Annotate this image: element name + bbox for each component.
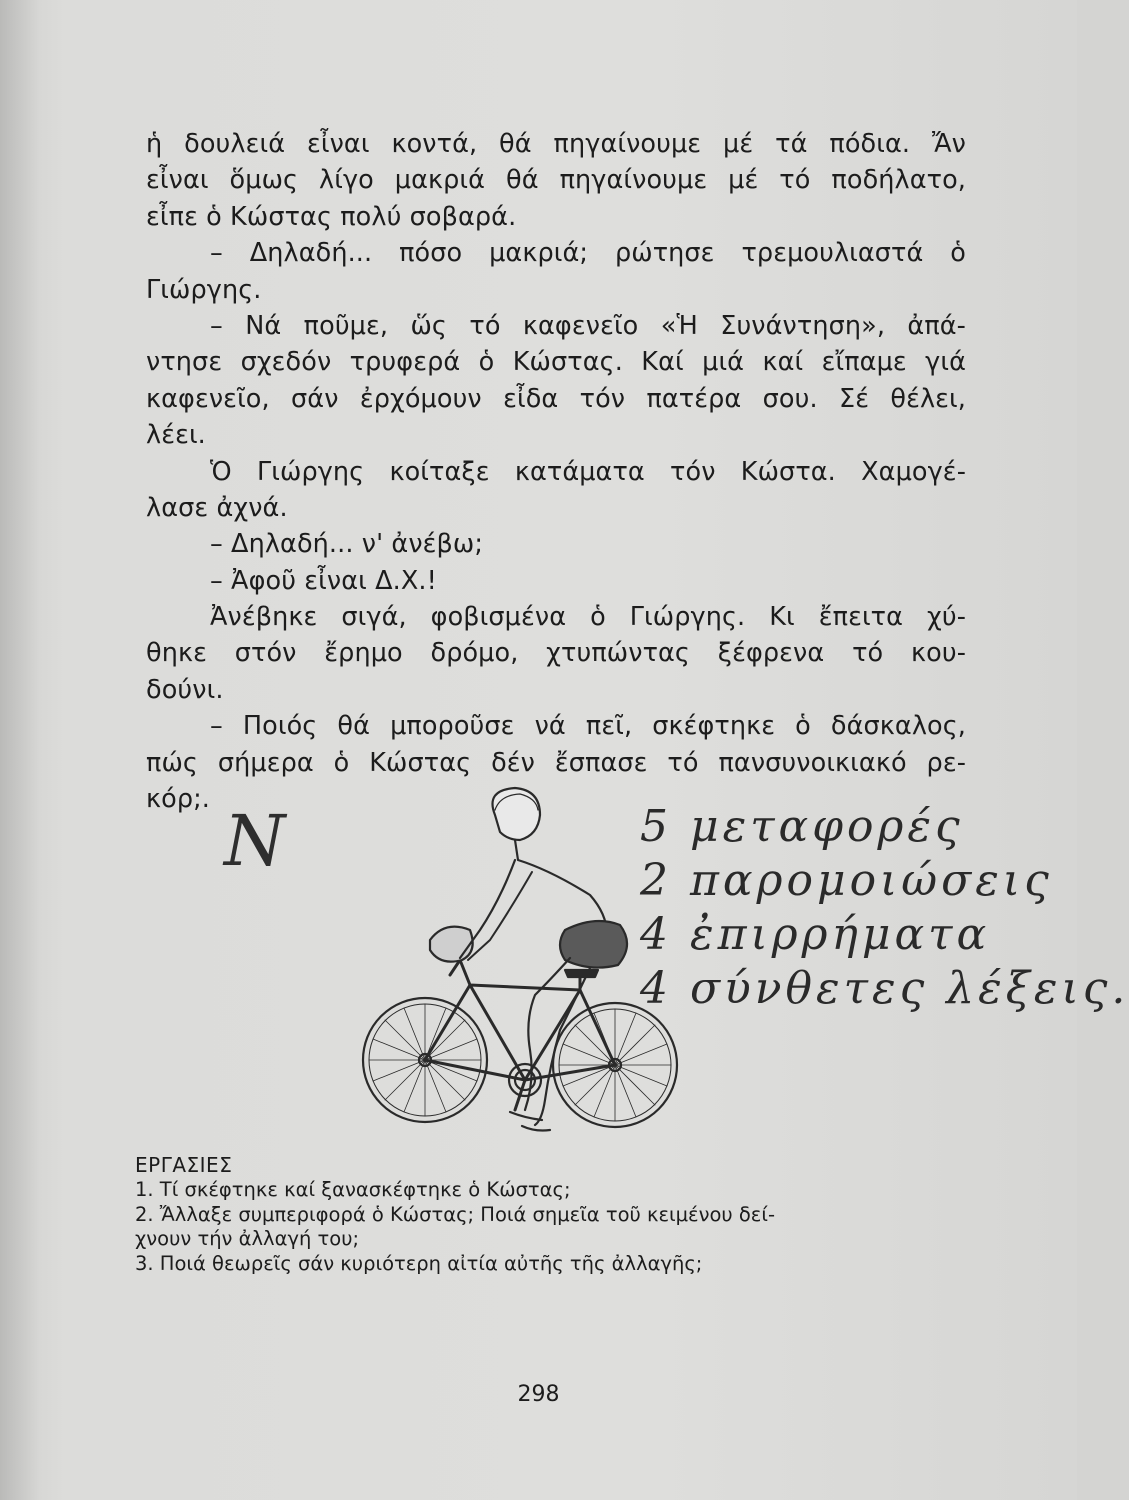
text-line: Ὁ Γιώργης κοίταξε κατάματα τόν Κώστα. Χαμογέ-: [210, 456, 966, 487]
rider: [493, 788, 541, 840]
text-line: λασε ἀχνά.: [146, 492, 288, 523]
exercise-item: 1. Τί σκέφτηκε καί ξανασκέφτηκε ὁ Κώστας;: [135, 1178, 571, 1201]
spine-shadow: [0, 0, 40, 1500]
text-line: κόρ;.: [146, 784, 211, 815]
text-line: – Δηλαδή... ν' ἀνέβω;: [210, 529, 484, 560]
text-line: – Νά ποῦμε, ὥς τό καφενεῖο «Ἡ Συνάντηση», ἀπά-: [210, 310, 966, 341]
handwritten-line: 4 σύνθετες λέξεις.: [640, 963, 1129, 1014]
text-line: ντησε σχεδόν τρυφερά ὁ Κώστας. Καί μιά καί εἴπαμε γιά: [146, 347, 966, 378]
handwritten-mark: N: [224, 800, 286, 882]
text-line: εἶναι ὅμως λίγο μακριά θά πηγαίνουμε μέ τό ποδήλατο,: [146, 165, 966, 196]
text-line: δούνι.: [146, 674, 224, 705]
text-line: πώς σήμερα ὁ Κώστας δέν ἔσπασε τό πανσυνοικιακό ρε-: [146, 747, 966, 778]
text-line: Ἀνέβηκε σιγά, φοβισμένα ὁ Γιώργης. Κι ἔπειτα χύ-: [210, 602, 966, 633]
page-number: 298: [517, 1382, 560, 1407]
exercise-item: 2. Ἄλλαξε συμπεριφορά ὁ Κώστας; Ποιά σημεῖα τοῦ κειμένου δεί-: [135, 1202, 775, 1226]
text-line: θηκε στόν ἔρημο δρόμο, χτυπώντας ξέφρενα τό κου-: [146, 638, 966, 669]
handwritten-line: 4 ἐπιρρήματα: [640, 909, 991, 960]
text-line: – Ἀφοῦ εἶναι Δ.Χ.!: [210, 565, 437, 596]
exercise-item: χνουν τήν ἀλλαγή του;: [135, 1227, 360, 1250]
story-text: [146, 126, 966, 817]
text-line: Γιώργης.: [146, 274, 262, 305]
exercises-section: [135, 1152, 965, 1276]
handwritten-line: 5 μεταφορές: [640, 801, 964, 852]
text-line: καφενεῖο, σάν ἐρχόμουν εἶδα τόν πατέρα σου. Σέ θέλει,: [146, 383, 966, 414]
exercises-title: ΕΡΓΑΣΙΕΣ: [135, 1153, 233, 1177]
text-line: – Δηλαδή... πόσο μακριά; ρώτησε τρεμουλιαστά ὁ: [210, 238, 966, 269]
handwritten-line: 2 παρομοιώσεις: [640, 855, 1053, 906]
cyclist-illustration: [350, 780, 690, 1160]
text-line: – Ποιός θά μποροῦσε νά πεῖ, σκέφτηκε ὁ δάσκαλος,: [210, 711, 966, 742]
handwritten-notes: [640, 800, 1129, 1016]
text-line: ἡ δουλειά εἶναι κοντά, θά πηγαίνουμε μέ τά πόδια. Ἄν: [146, 129, 966, 159]
text-line: εἶπε ὁ Κώστας πολύ σοβαρά.: [146, 201, 517, 232]
exercise-item: 3. Ποιά θεωρεῖς σάν κυριότερη αἰτία αὐτῆς τῆς ἀλλαγῆς;: [135, 1251, 703, 1275]
text-line: λέει.: [146, 420, 206, 451]
